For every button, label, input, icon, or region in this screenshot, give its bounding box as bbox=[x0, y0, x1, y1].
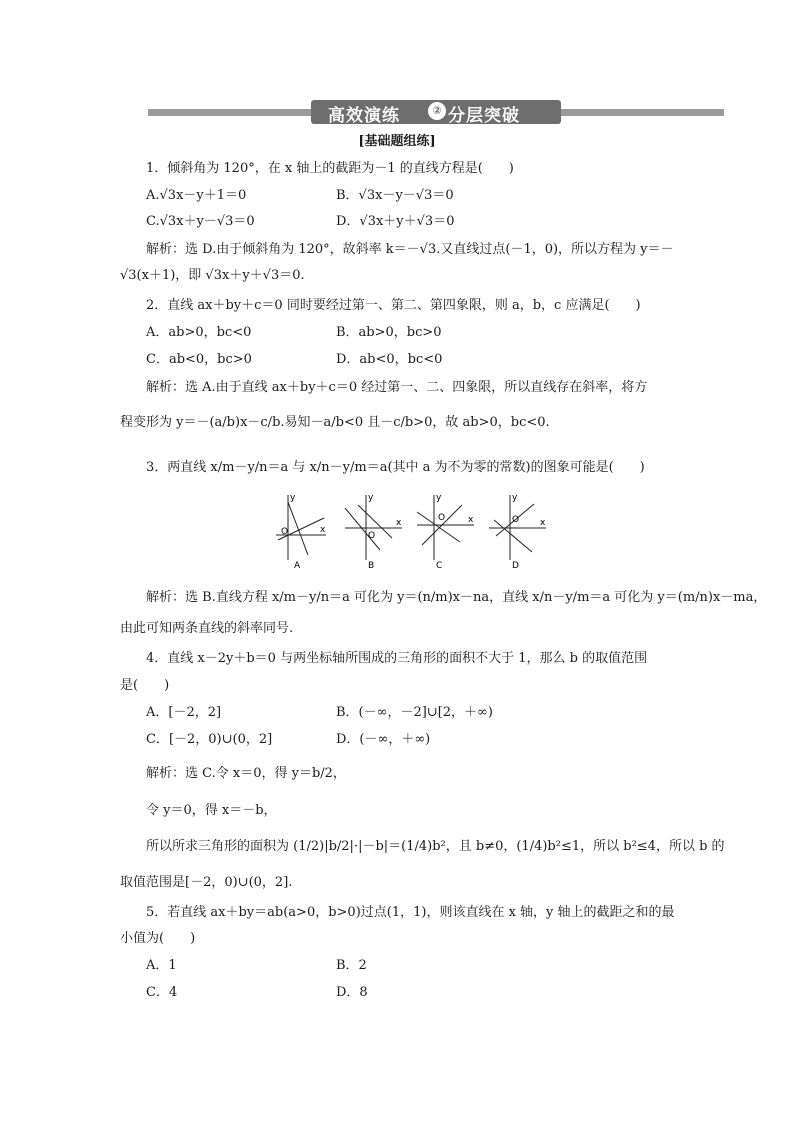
graph-a-y-label: y bbox=[290, 493, 296, 503]
q2-option-a: A．ab>0，bc<0 bbox=[146, 325, 252, 340]
graph-d-x-label: x bbox=[540, 518, 546, 528]
graph-c-y-label: y bbox=[436, 493, 442, 503]
q5-stem-line1: 5．若直线 ax＋by＝ab(a>0，b>0)过点(1，1)，则该直线在 x 轴，y 轴上的截距之和的最 bbox=[146, 905, 675, 920]
q4-stem-line2: 是( ) bbox=[120, 678, 170, 693]
q4-option-b: B．(－∞，－2]∪[2，＋∞) bbox=[336, 705, 493, 720]
q1-option-a: A.√3x－y＋1＝0 bbox=[146, 188, 247, 203]
q1-option-b: B．√3x－y－√3＝0 bbox=[336, 188, 454, 203]
q5-option-b: B．2 bbox=[336, 958, 367, 973]
graph-b-line-1 bbox=[345, 508, 380, 550]
graph-d-origin: O bbox=[512, 515, 520, 525]
q4-solution-line4: 取值范围是[－2，0)∪(0，2]. bbox=[120, 875, 293, 890]
q1-option-c: C.√3x＋y－√3＝0 bbox=[146, 214, 255, 229]
q2-option-d: D．ab<0，bc<0 bbox=[336, 352, 443, 367]
q2-option-b: B．ab>0，bc>0 bbox=[336, 325, 442, 340]
graph-a-label: A bbox=[294, 561, 301, 570]
graph-b-y-label: y bbox=[368, 493, 374, 503]
q3-solution-line1: 解析：选 B.直线方程 x/m－y/n＝a 可化为 y＝(n/m)x－na，直线 x/n－y/m＝a 可化为 y＝(m/n)x－ma， bbox=[146, 590, 767, 605]
graph-a-line-1 bbox=[288, 502, 308, 555]
section-title: [基础题组练] bbox=[358, 134, 436, 149]
graph-a-x-label: x bbox=[320, 525, 326, 535]
q4-stem-line1: 4．直线 x－2y＋b＝0 与两坐标轴所围成的三角形的面积不大于 1，那么 b 的取值范围 bbox=[146, 651, 648, 666]
q3-stem: 3．两直线 x/m－y/n＝a 与 x/n－y/m＝a(其中 a 为不为零的常数)的图象可能是( ) bbox=[146, 460, 645, 475]
q3-graph-a bbox=[268, 490, 328, 570]
q1-stem: 1．倾斜角为 120°，在 x 轴上的截距为－1 的直线方程是( ) bbox=[146, 161, 514, 176]
graph-b-origin: O bbox=[368, 531, 376, 541]
q2-solution-line1: 解析：选 A.由于直线 ax＋by＋c＝0 经过第一、二、四象限，所以直线存在斜率，将方 bbox=[146, 380, 648, 395]
q5-stem-line2: 小值为( ) bbox=[120, 931, 196, 946]
q1-solution-line1: 解析：选 D.由于倾斜角为 120°，故斜率 k＝－√3.又直线过点(－1，0)，所以方程为 y＝－ bbox=[146, 242, 674, 257]
graph-d-y-label: y bbox=[512, 493, 518, 503]
banner-title-right: 分层突破 bbox=[448, 106, 520, 126]
graph-c-x-label: x bbox=[468, 515, 474, 525]
graph-b-label: B bbox=[368, 561, 375, 570]
q5-option-d: D．8 bbox=[336, 985, 368, 1000]
q2-solution-line2: 程变形为 y＝－(a/b)x－c/b.易知－a/b<0 且－c/b>0，故 ab>0，bc<0. bbox=[120, 415, 550, 430]
q2-option-c: C．ab<0，bc>0 bbox=[146, 352, 252, 367]
q5-option-a: A．1 bbox=[146, 958, 177, 973]
q2-stem: 2．直线 ax＋by＋c＝0 同时要经过第一、第二、第四象限，则 a，b，c 应满足( ) bbox=[146, 298, 641, 313]
q3-graph-d bbox=[484, 490, 549, 570]
q3-graph-c bbox=[412, 490, 477, 570]
q4-option-c: C．[－2，0)∪(0，2] bbox=[146, 732, 273, 747]
graph-c-label: C bbox=[436, 561, 443, 570]
graph-b-x-label: x bbox=[396, 518, 402, 528]
q1-solution-line2: √3(x＋1)，即 √3x＋y＋√3＝0. bbox=[120, 268, 305, 283]
banner-title-left: 高效演练 bbox=[328, 106, 400, 126]
q4-solution-line1: 解析：选 C.令 x＝0，得 y＝b/2， bbox=[146, 766, 346, 781]
q4-solution-line2: 令 y＝0，得 x＝－b， bbox=[146, 803, 277, 818]
q4-solution-line3: 所以所求三角形的面积为 (1/2)|b/2|·|－b|＝(1/4)b²，且 b≠0，(1/4)b²≤1，所以 b²≤4，所以 b 的 bbox=[146, 839, 725, 854]
q4-option-d: D．(－∞，＋∞) bbox=[336, 732, 431, 747]
banner-seal-icon: ② bbox=[428, 102, 446, 120]
q4-option-a: A．[－2，2] bbox=[146, 705, 222, 720]
q3-solution-line2: 由此可知两条直线的斜率同号. bbox=[120, 621, 294, 636]
section-banner bbox=[148, 100, 724, 124]
q1-option-d: D．√3x＋y＋√3＝0 bbox=[336, 214, 455, 229]
q3-graph-b bbox=[340, 490, 405, 570]
graph-a-origin: O bbox=[281, 527, 289, 537]
q5-option-c: C．4 bbox=[146, 985, 178, 1000]
graph-c-origin: O bbox=[438, 513, 446, 523]
graph-d-label: D bbox=[512, 561, 519, 570]
